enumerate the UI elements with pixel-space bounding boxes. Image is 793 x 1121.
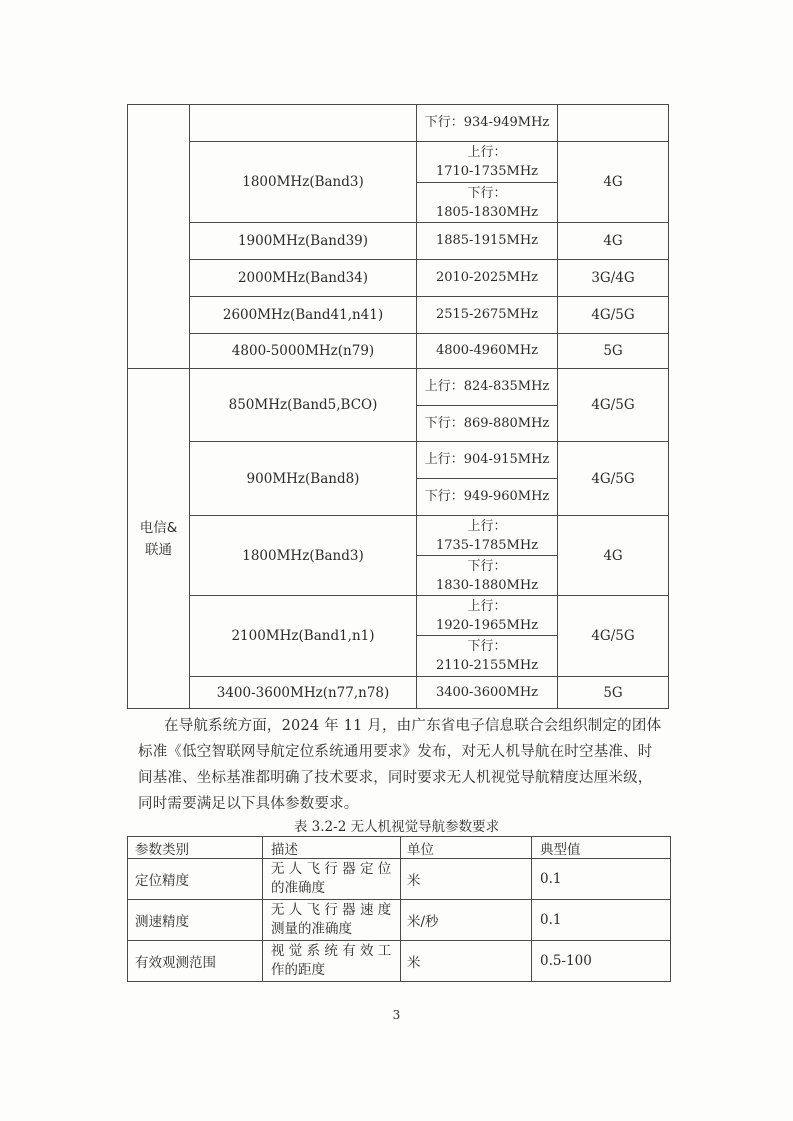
unit-cell: 米/秒 [407,914,439,930]
tech-cell: 4G [603,547,623,564]
freq-cell: 上行：824-835MHz [424,379,550,394]
band-cell: 1800MHz(Band3) [242,547,364,564]
tech-cell: 4G/5G [591,470,635,487]
description-line: 作的距度 [271,962,325,978]
freq-cell: 下行：934-949MHz [424,115,550,130]
band-cell: 900MHz(Band8) [246,470,360,487]
category-cell: 有效观测范围 [135,955,216,971]
freq-cell: 下行： 2110-2155MHz [435,639,539,673]
unit-cell: 米 [407,873,421,889]
category-cell: 测速精度 [135,914,189,930]
paragraph-line: 间基准、坐标基准都明确了技术要求，同时要求无人机视觉导航精度达厘米级， [138,770,653,786]
table-caption: 表 3.2-2 无人机视觉导航参数要求 [293,819,500,835]
description-cell [271,860,391,898]
freq-cell: 下行：869-880MHz [424,415,550,431]
band-cell: 2100MHz(Band1,n1) [231,628,375,644]
freq-cell: 上行： 1710-1735MHz [435,145,539,179]
tech-cell: 5G [603,684,623,701]
header-unit: 单位 [407,841,434,858]
operator-group-label: 电信& 联通 [139,519,178,558]
freq-cell: 2010-2025MHz [435,270,539,285]
band-cell: 1800MHz(Band3) [242,174,364,190]
freq-cell: 1885-1915MHz [435,233,539,248]
freq-cell: 下行： 1830-1880MHz [435,558,539,593]
description-line: 测量的准确度 [271,921,352,937]
header-typical-value: 典型值 [540,841,581,858]
unit-cell: 米 [407,955,421,971]
value-cell: 0.1 [540,871,562,887]
paragraph-line: 标准《低空智联网导航定位系统通用要求》发布，对无人机导航在时空基准、时 [138,744,653,760]
tech-cell: 4G [603,174,623,190]
tech-cell: 4G [603,233,623,249]
description-cell [271,901,391,939]
freq-cell: 上行： 1735-1785MHz [435,518,539,553]
band-cell: 3400-3600MHz(n77,n78) [216,684,390,701]
freq-cell: 3400-3600MHz [435,684,539,700]
freq-cell: 下行：949-960MHz [424,489,550,504]
freq-cell: 上行： 1920-1965MHz [435,598,539,633]
band-cell: 2000MHz(Band34) [237,270,369,286]
freq-cell: 4800-4960MHz [435,343,539,358]
tech-cell: 3G/4G [591,270,635,286]
tech-cell: 4G/5G [591,307,635,323]
value-cell: 0.1 [540,912,562,928]
header-category: 参数类别 [135,841,189,858]
band-cell: 1900MHz(Band39) [237,233,369,249]
freq-cell: 上行：904-915MHz [424,452,550,467]
header-description: 描述 [271,841,298,858]
description-line: 无 人 飞 行 器 速 度 [271,902,392,918]
paragraph-line: 同时需要满足以下具体参数要求。 [138,796,359,812]
freq-cell: 2515-2675MHz [435,307,539,322]
description-cell [271,942,391,980]
category-cell: 定位精度 [135,873,189,889]
band-cell: 850MHz(Band5,BCO) [228,397,378,413]
value-cell: 0.5-100 [540,953,592,969]
description-line: 视 觉 系 统 有 效 工 [271,943,392,959]
tech-cell: 4G/5G [591,397,635,413]
description-line: 无 人 飞 行 器 定 位 [271,861,392,877]
freq-cell: 下行： 1805-1830MHz [435,185,539,220]
description-line: 的准确度 [271,880,325,896]
page-number: 3 [392,1008,401,1022]
band-cell: 2600MHz(Band41,n41) [222,307,384,323]
band-cell: 4800-5000MHz(n79) [231,343,375,359]
paragraph-line: 在导航系统方面，2024 年 11 月，由广东省电子信息联合会组织制定的团体 [164,718,662,734]
tech-cell: 5G [603,343,623,359]
tech-cell: 4G/5G [591,628,635,644]
